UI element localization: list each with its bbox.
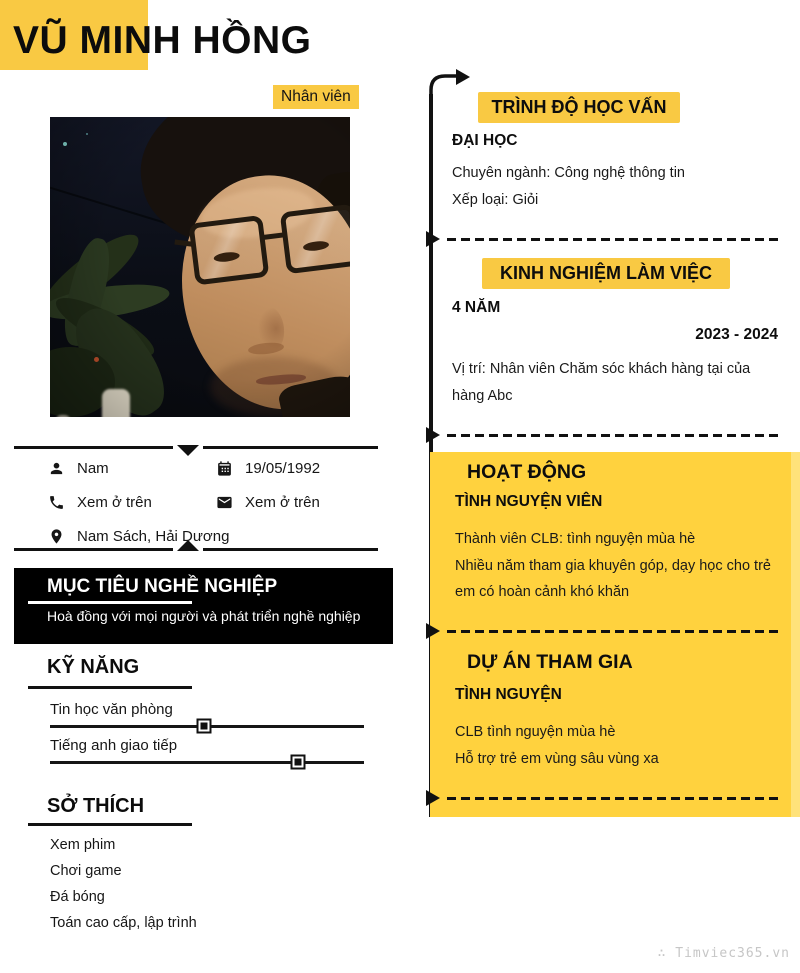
timeline-marker-icon — [426, 427, 440, 443]
info-row-address — [48, 527, 229, 545]
hobby-item: Đá bóng — [50, 889, 105, 905]
profile-photo — [50, 117, 350, 417]
experience-description: Vị trí: Nhân viên Chăm sóc khách hàng tại của hàng Abc — [452, 361, 751, 404]
skill-slider[interactable] — [50, 725, 364, 728]
phone-icon — [48, 494, 65, 511]
email-icon — [216, 494, 233, 511]
info-row-dob — [216, 459, 320, 477]
gender-value: Nam — [77, 459, 109, 477]
activities-title: HOẠT ĐỘNG — [467, 461, 587, 483]
education-degree: ĐẠI HỌC — [452, 132, 518, 149]
watermark: ∴ Timviec365.vn — [657, 946, 790, 961]
hobbies-title: SỞ THÍCH — [47, 795, 145, 817]
divider-down-arrow — [177, 445, 199, 456]
arrowhead-icon — [456, 69, 470, 85]
objective-title: MỤC TIÊU NGHỀ NGHIỆP — [47, 576, 278, 597]
education-details: Chuyên ngành: Công nghệ thông tin Xếp loại: Giỏi — [452, 165, 685, 208]
address-value: Nam Sách, Hải Dương — [77, 527, 230, 545]
hobby-item: Chơi game — [50, 863, 122, 879]
position-badge: Nhân viên — [273, 85, 359, 109]
projects-details: CLB tình nguyện mùa hè Hỗ trợ trẻ em vùng sâu vùng xa — [455, 724, 659, 767]
activities-details: Thành viên CLB: tình nguyện mùa hè Nhiều năm tham gia khuyên góp, dạy học cho trẻ em có hoàn cảnh khó khăn — [455, 531, 771, 600]
timeline-marker-icon — [426, 790, 440, 806]
info-row-gender — [48, 459, 229, 477]
divider-up-arrow — [177, 540, 199, 551]
skill-slider-handle[interactable] — [196, 719, 211, 734]
section-divider-dashed — [447, 238, 780, 241]
experience-header — [482, 258, 730, 289]
activities-subtitle: TÌNH NGUYỆN VIÊN — [455, 493, 603, 510]
dob-value: 19/05/1992 — [245, 459, 321, 477]
phone-value: Xem ở trên — [77, 493, 152, 511]
objective-section — [14, 568, 393, 644]
page-title: VŨ MINH HỒNG — [13, 19, 312, 62]
timeline-marker-icon — [426, 623, 440, 639]
skill-slider[interactable] — [50, 761, 364, 764]
section-divider-dashed — [447, 434, 780, 437]
location-icon — [48, 528, 65, 545]
email-value: Xem ở trên — [245, 493, 320, 511]
education-header — [478, 92, 680, 123]
projects-title: DỰ ÁN THAM GIA — [467, 651, 633, 673]
experience-period: 2023 - 2024 — [695, 326, 778, 343]
skill-label: Tin học văn phòng — [50, 701, 173, 718]
section-divider-dashed — [447, 630, 780, 633]
hobby-item: Xem phim — [50, 837, 116, 853]
skills-title: KỸ NĂNG — [47, 656, 140, 678]
section-divider-dashed — [447, 797, 780, 800]
skill-slider-handle[interactable] — [291, 755, 306, 770]
objective-text: Hoà đồng với mọi người và phát triển nghề nghiệp — [47, 608, 361, 624]
info-row-email — [216, 493, 320, 511]
calendar-icon — [216, 460, 233, 477]
activities-box-edge — [791, 452, 800, 817]
experience-duration: 4 NĂM — [452, 299, 501, 316]
info-row-phone — [48, 493, 229, 511]
experience-title: KINH NGHIỆM LÀM VIỆC — [499, 263, 712, 283]
projects-subtitle: TÌNH NGUYỆN — [455, 686, 562, 703]
timeline-marker-icon — [426, 231, 440, 247]
person-icon — [48, 460, 65, 477]
skill-label: Tiếng anh giao tiếp — [50, 737, 178, 754]
education-title: TRÌNH ĐỘ HỌC VẤN — [491, 97, 667, 117]
hobby-item: Toán cao cấp, lập trình — [50, 915, 197, 931]
